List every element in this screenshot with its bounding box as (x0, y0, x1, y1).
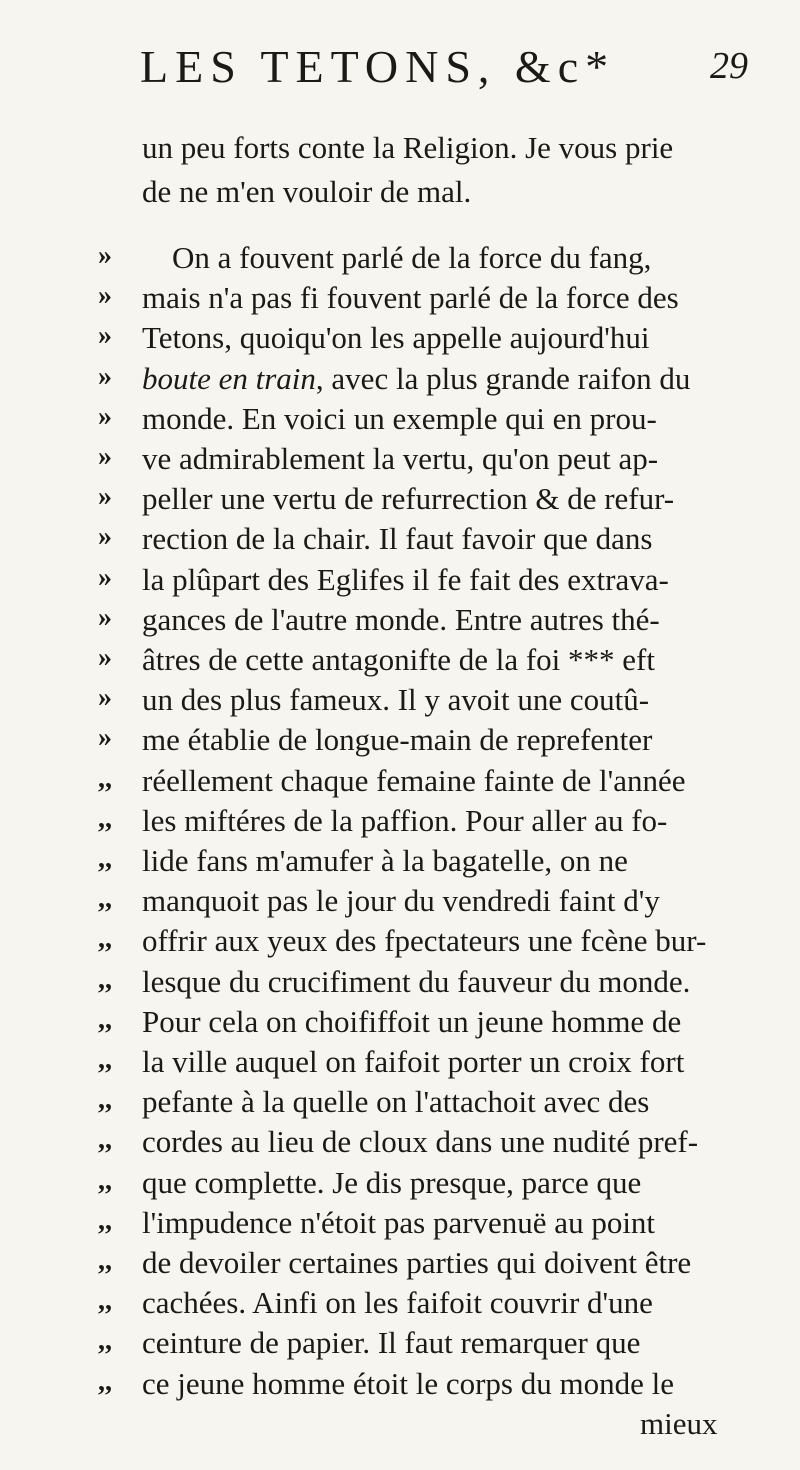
quote-mark: ,, (98, 923, 112, 955)
text-line: les miftéres de la paffion. Pour aller au fo- (142, 802, 668, 838)
text-line: rection de la chair. Il faut favoir que dans (142, 521, 653, 557)
quote-mark: ,, (98, 802, 112, 834)
text-line: la ville auquel on faifoit porter un croix fort (142, 1044, 685, 1079)
quote-mark: ,, (98, 1044, 112, 1075)
quote-mark: » (98, 601, 112, 633)
text-span: , avec la plus grande raifon du (315, 360, 691, 396)
text-line: ve admirablement la vertu, qu'on peut ap- (142, 441, 659, 476)
text-line: peller une vertu de refurrection & de refur- (142, 481, 675, 517)
text-line: manquoit pas le jour du vendredi faint d'y (142, 883, 660, 919)
text-line: réellement chaque femaine fainte de l'année (142, 762, 686, 798)
quote-mark: ,, (98, 1285, 112, 1317)
quote-mark: ,, (98, 1325, 112, 1357)
quote-mark: » (98, 481, 112, 513)
text-line: âtres de cette antagonifte de la foi *** eft (142, 642, 655, 677)
text-line: de ne m'en vouloir de mal. (142, 174, 472, 209)
text-line: l'impudence n'étoit pas parvenuë au point (142, 1204, 656, 1240)
quote-mark: » (98, 240, 112, 271)
text-line: un des plus fameux. Il y avoit une coutû- (142, 682, 650, 718)
running-title: LES TETONS, &c* (140, 41, 616, 92)
quote-mark: ,, (98, 1164, 112, 1196)
text-line: pefante à la quelle on l'attachoit avec des (142, 1084, 650, 1120)
text-line: cordes au lieu de cloux dans une nudité pref- (142, 1124, 699, 1160)
text-line (142, 361, 690, 405)
text-line: ce jeune homme étoit le corps du monde le (142, 1365, 674, 1401)
text-line: cachées. Ainfi on les faifoit couvrir d'une (142, 1285, 653, 1321)
quote-mark: » (98, 561, 112, 593)
quote-mark: ,, (98, 963, 112, 995)
text-line: ceinture de papier. Il faut remarquer que (142, 1325, 641, 1361)
text-line: lide fans m'amufer à la bagatelle, on ne (142, 843, 628, 878)
quote-mark: ,, (98, 883, 112, 915)
italic-phrase: boute en train (142, 360, 316, 396)
quote-mark: » (98, 400, 112, 432)
quote-mark: ,, (98, 762, 112, 794)
quote-mark: » (98, 722, 112, 754)
text-line: de devoiler certaines parties qui doivent être (142, 1245, 692, 1280)
quote-mark: ,, (98, 843, 112, 874)
text-line: Tetons, quoiqu'on les appelle aujourd'hui (142, 320, 650, 356)
text-line: que complette. Je dis presque, parce que (142, 1164, 642, 1200)
quote-mark: ,, (98, 1204, 112, 1236)
text-line: gances de l'autre monde. Entre autres thé- (142, 601, 660, 637)
quote-mark: » (98, 280, 112, 312)
page-header (0, 40, 800, 100)
quote-mark: ,, (98, 1365, 112, 1397)
text-line: mais n'a pas fi fouvent parlé de la force des (142, 280, 679, 316)
quote-mark: ,, (98, 1003, 112, 1035)
text-line: lesque du crucifiment du fauveur du monde. (142, 963, 691, 999)
text-line: offrir aux yeux des fpectateurs une fcène bur- (142, 923, 707, 959)
quote-mark: ,, (98, 1124, 112, 1156)
quote-mark: » (98, 320, 112, 352)
catchword: mieux (640, 1405, 718, 1441)
text-line: me établie de longue-main de reprefenter (142, 722, 653, 758)
quote-mark: » (98, 682, 112, 714)
text-line: On a fouvent parlé de la force du fang, (172, 240, 652, 275)
text-line: monde. En voici un exemple qui en prou- (142, 400, 657, 436)
text-line: un peu forts conte la Religion. Je vous prie (142, 130, 674, 165)
page-number: 29 (710, 45, 748, 87)
quote-mark: » (98, 360, 112, 392)
text-line: la plûpart des Eglifes il fe fait des extrava- (142, 561, 669, 597)
quote-mark: ,, (98, 1245, 112, 1276)
quote-mark: ,, (98, 1084, 112, 1116)
text-line: Pour cela on choififfoit un jeune homme de (142, 1003, 682, 1039)
quote-mark: » (98, 441, 112, 472)
quote-mark: » (98, 521, 112, 553)
quote-mark: » (98, 642, 112, 673)
